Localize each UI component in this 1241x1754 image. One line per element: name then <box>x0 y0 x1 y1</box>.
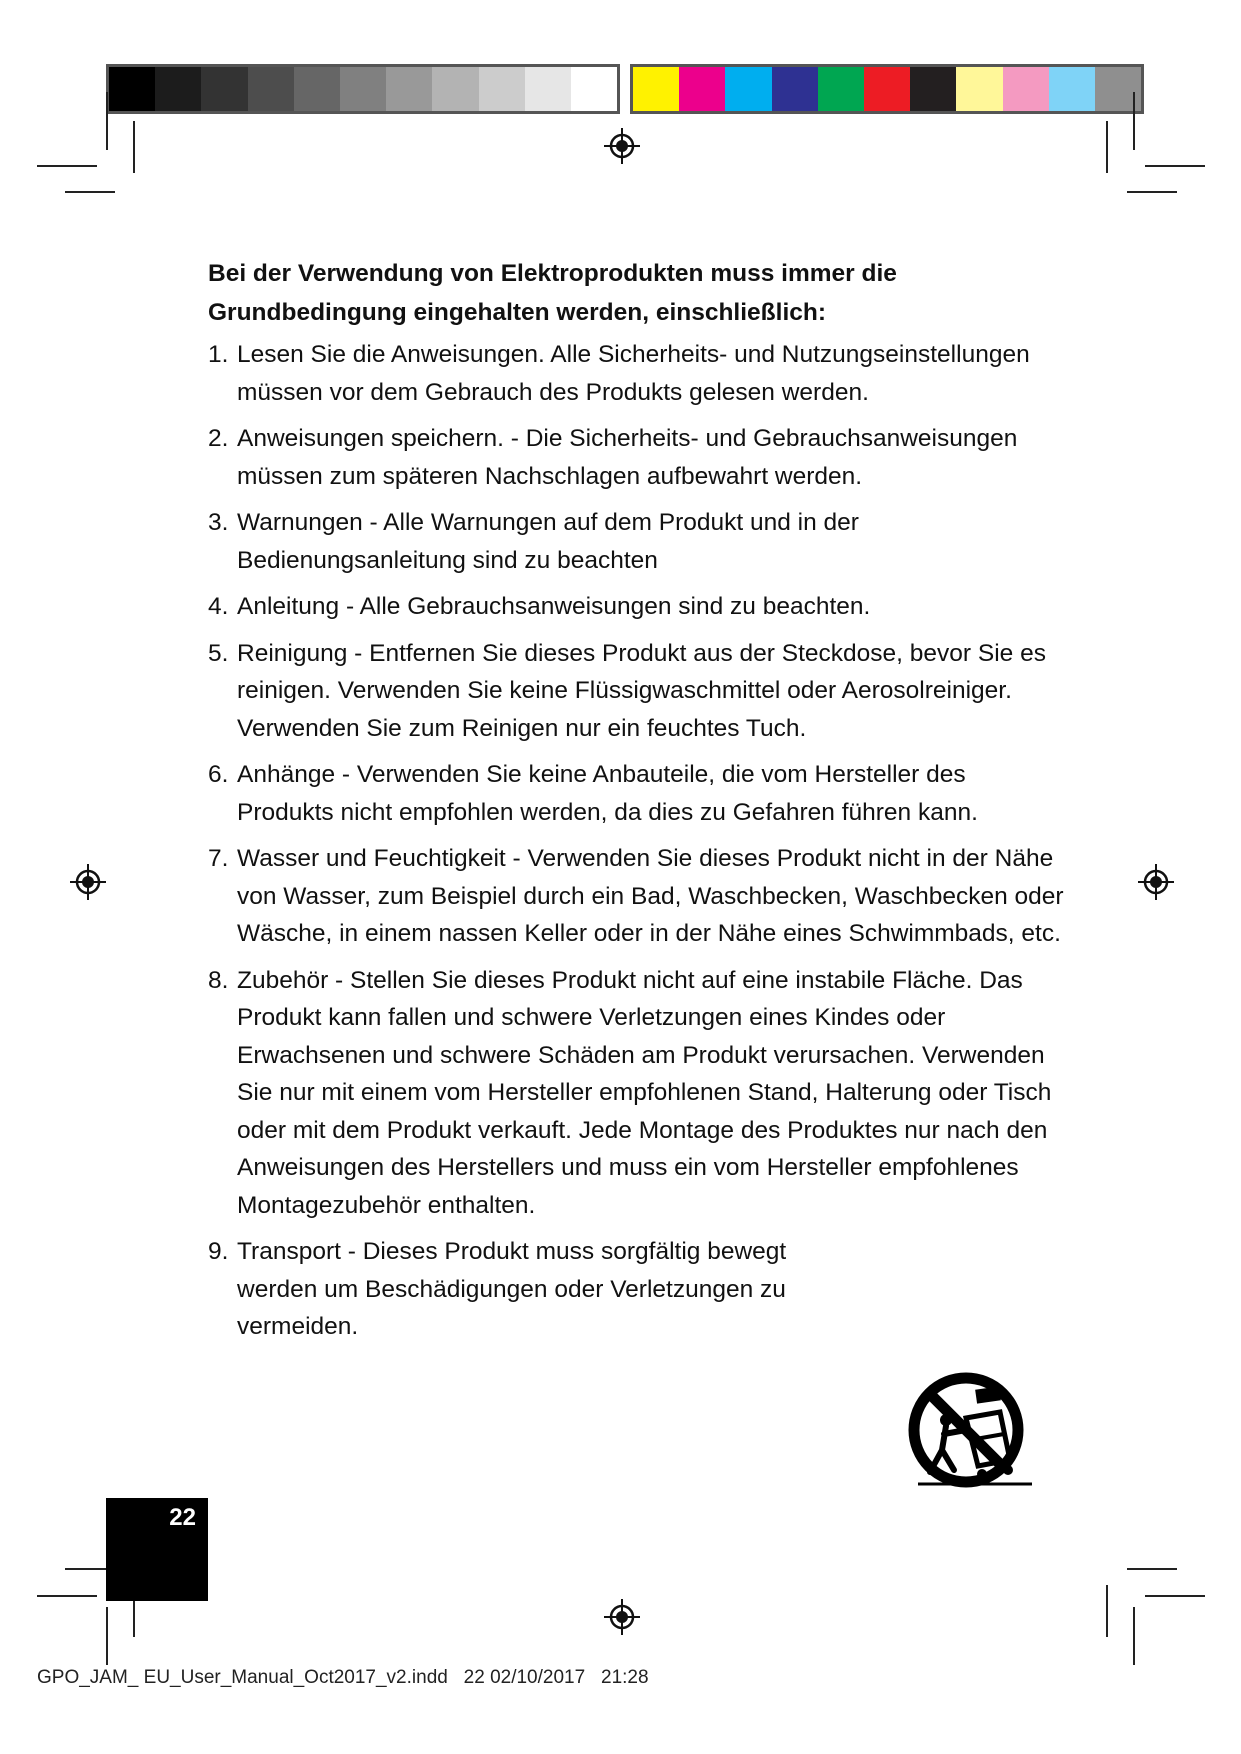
list-item <box>208 840 1068 953</box>
item-text: Lesen Sie die Anweisungen. Alle Sicherheits- und Nutzungseinstellungen müssen vor dem Gebrauch des Produkts gelesen werden. <box>237 341 1030 406</box>
crop-mark <box>1127 191 1177 193</box>
item-number: 6. <box>208 761 229 788</box>
color-swatch <box>248 67 294 111</box>
registration-mark-icon <box>70 864 106 900</box>
crop-mark <box>133 121 135 173</box>
list-item <box>208 588 1068 626</box>
crop-mark <box>106 1607 108 1665</box>
crop-mark <box>1127 1568 1177 1570</box>
item-number: 3. <box>208 509 229 536</box>
item-number: 2. <box>208 425 229 452</box>
color-swatch <box>1049 67 1095 111</box>
crop-mark <box>37 1595 97 1597</box>
color-swatch <box>864 67 910 111</box>
color-swatch <box>340 67 386 111</box>
color-swatch <box>1003 67 1049 111</box>
color-swatch <box>432 67 478 111</box>
list-item <box>208 504 1068 579</box>
color-calibration-bar <box>630 64 1144 114</box>
crop-mark <box>65 191 115 193</box>
color-swatch <box>109 67 155 111</box>
safety-instructions <box>208 254 1068 1355</box>
item-number: 4. <box>208 593 229 620</box>
item-number: 5. <box>208 639 229 667</box>
list-item <box>208 962 1068 1225</box>
registration-mark-icon <box>604 128 640 164</box>
registration-mark-icon <box>604 1599 640 1635</box>
color-swatch <box>201 67 247 111</box>
list-item <box>208 1233 1068 1346</box>
registration-mark-icon <box>1138 864 1174 900</box>
list-item <box>208 635 1068 748</box>
list-item <box>208 420 1068 495</box>
list-item <box>208 336 1068 411</box>
color-swatch <box>386 67 432 111</box>
color-swatch <box>479 67 525 111</box>
color-swatch <box>956 67 1002 111</box>
page-number: 22 <box>169 1504 196 1531</box>
color-swatch <box>679 67 725 111</box>
crop-mark <box>1133 1607 1135 1665</box>
item-number: 1. <box>208 341 229 368</box>
item-number: 8. <box>208 966 229 994</box>
item-text: Warnungen - Alle Warnungen auf dem Produkt und in der Bedienungsanleitung sind zu beachten <box>237 509 859 574</box>
color-swatch <box>633 67 679 111</box>
color-swatch <box>525 67 571 111</box>
crop-mark <box>1133 92 1135 150</box>
item-text: Reinigung - Entfernen Sie dieses Produkt aus der Steckdose, bevor Sie es reinigen. Verwenden Sie keine Flüssigwaschmittel oder Aerosolreiniger. Verwenden Sie zum Reinigen nur ein feuchtes Tuch. <box>237 639 1046 742</box>
list-item <box>208 756 1068 831</box>
print-slug-footer: GPO_JAM_ EU_User_Manual_Oct2017_v2.indd 22 02/10/2017 21:28 <box>37 1667 649 1688</box>
item-number: 9. <box>208 1238 229 1265</box>
crop-mark <box>1106 1585 1108 1637</box>
crop-mark <box>106 92 108 150</box>
color-swatch <box>910 67 956 111</box>
crop-mark <box>1145 165 1205 167</box>
item-text: Anleitung - Alle Gebrauchsanweisungen sind zu beachten. <box>237 593 871 620</box>
intro-heading: Bei der Verwendung von Elektroprodukten muss immer die Grundbedingung eingehalten werden, einschließlich: <box>208 260 897 326</box>
item-text: Transport - Dieses Produkt muss sorgfältig bewegt werden um Beschädigungen oder Verletzungen zu vermeiden. <box>237 1238 787 1340</box>
cart-tip-over-warning-icon <box>900 1368 1038 1493</box>
item-text: Zubehör - Stellen Sie dieses Produkt nicht auf eine instabile Fläche. Das Produkt kann fallen und schwere Verletzungen eines Kindes oder Erwachsenen und schwere Schäden am Produkt verursachen. Verwenden Sie nur mit einem vom Hersteller empfohlenen Stand, Halterung oder Tisch oder mit dem Produkt verkauft. Jede Montage des Produktes nur nach den Anweisungen des Herstellers und muss ein vom Hersteller empfohlenes Montagezubehör enthalten. <box>237 966 1052 1219</box>
color-swatch <box>772 67 818 111</box>
color-swatch <box>818 67 864 111</box>
grayscale-calibration-bar <box>106 64 620 114</box>
color-swatch <box>725 67 771 111</box>
crop-mark <box>37 165 97 167</box>
crop-mark <box>1145 1595 1205 1597</box>
color-swatch <box>294 67 340 111</box>
item-text: Wasser und Feuchtigkeit - Verwenden Sie dieses Produkt nicht in der Nähe von Wasser, zum Beispiel durch ein Bad, Waschbecken, Waschbecken oder Wäsche, in einem nassen Keller oder in der Nähe eines Schwimmbads, etc. <box>237 845 1064 947</box>
item-number: 7. <box>208 845 229 872</box>
item-text: Anweisungen speichern. - Die Sicherheits- und Gebrauchsanweisungen müssen zum späteren Nachschlagen aufbewahrt werden. <box>237 425 1018 490</box>
color-swatch <box>571 67 617 111</box>
item-text: Anhänge - Verwenden Sie keine Anbauteile, die vom Hersteller des Produkts nicht empfohlen werden, da dies zu Gefahren führen kann. <box>237 761 978 826</box>
page-number-box <box>106 1498 208 1601</box>
instruction-list <box>208 336 1068 1346</box>
color-swatch <box>155 67 201 111</box>
crop-mark <box>1106 121 1108 173</box>
